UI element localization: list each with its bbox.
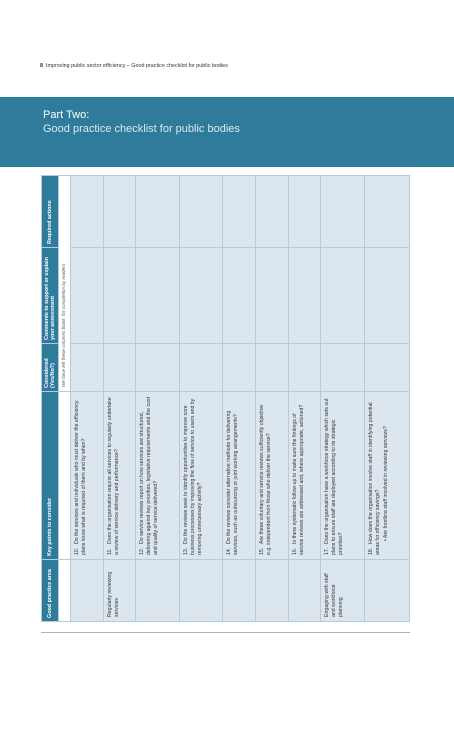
key-point-cell	[223, 392, 256, 560]
item-number: 16.	[291, 547, 298, 555]
actions-cell	[223, 176, 256, 248]
comments-cell	[136, 248, 180, 344]
area-cell	[364, 560, 409, 622]
table-row	[136, 176, 180, 622]
area-cell	[223, 560, 256, 622]
item-text: Do the services and individuals who must deliver the efficiency plans know what is required of them and by when?	[74, 400, 88, 555]
key-point-cell	[103, 392, 136, 560]
checklist-table	[41, 175, 410, 622]
item-text: How does the organisation involve staff in identifying potential areas for efficiency savings?	[367, 402, 381, 555]
key-point-cell	[364, 392, 409, 560]
item-text: Do service reviews report on how services are structured, delivering against key priorities, legislative requirements and the cost and quality of service delivered?	[139, 396, 160, 555]
area-cell	[255, 560, 288, 622]
item-text: Are these voluntary and service reviews sufficiently objective e.g. independent from those who deliver the service?	[258, 404, 272, 555]
actions-cell	[364, 176, 409, 248]
considered-cell	[223, 344, 256, 392]
table-row	[179, 176, 223, 622]
actions-cell	[288, 176, 321, 248]
comments-cell	[288, 248, 321, 344]
table-row	[288, 176, 321, 622]
key-point-cell	[321, 392, 365, 560]
area-cell	[179, 560, 223, 622]
bullet-text: Are frontline staff involved in reviewing services?	[382, 426, 389, 539]
header-comments: Comments to support or explain your assessment	[42, 248, 59, 344]
comments-cell	[103, 248, 136, 344]
bullet-item: • Are frontline staff involved in reviewing services?	[382, 426, 389, 541]
item-number: 12.	[139, 547, 146, 555]
item-text: Does the organisation require all services to regularly undertake a review of service delivery and performance?	[106, 397, 120, 555]
running-header-text: Improving public sector efficiency – Good practice checklist for public bodies	[46, 63, 228, 69]
table-row	[255, 176, 288, 622]
considered-cell	[321, 344, 365, 392]
table-row	[71, 176, 104, 622]
item-text: Do the reviews seek to identify opportunities to improve core business processes by improving the flow of service to users and by removing unnecessary activity?	[182, 398, 203, 555]
banner-title: Good practice checklist for public bodies	[43, 123, 240, 135]
header-row	[42, 176, 59, 622]
actions-cell	[321, 176, 365, 248]
item-number: 10.	[74, 547, 80, 555]
header-considered: Considered (Yes/No?)	[42, 344, 59, 392]
item-number: 15.	[258, 547, 265, 555]
comments-cell	[255, 248, 288, 344]
comments-cell	[71, 248, 104, 344]
area-cell	[288, 560, 321, 622]
actions-cell	[136, 176, 180, 248]
item-text: Do the reviews consider alternative methods for delivering services, such as outsourcing or joint working arrangements?	[226, 410, 240, 555]
guide-row	[59, 176, 71, 622]
considered-cell	[71, 344, 104, 392]
header-actions: Required actions	[42, 176, 59, 248]
considered-cell	[255, 344, 288, 392]
actions-cell	[103, 176, 136, 248]
guide-note: We have left these columns blank, for completion by readers	[59, 176, 71, 392]
item-text: Does the organisation have a workforce strategy which sets out plans to ensure staff are deployed according to its strategic priorities?	[324, 398, 345, 555]
key-point-cell	[288, 392, 321, 560]
item-number: 13.	[182, 547, 189, 555]
table-row	[321, 176, 365, 622]
actions-cell	[255, 176, 288, 248]
comments-cell	[364, 248, 409, 344]
comments-cell	[223, 248, 256, 344]
considered-cell	[288, 344, 321, 392]
item-number: 11.	[106, 548, 113, 555]
comments-cell	[179, 248, 223, 344]
item-number: 14.	[226, 547, 233, 555]
item-text: Is there systematic follow-up to make sure the findings of service reviews are addressed and, where appropriate, actioned?	[291, 404, 305, 555]
table-row	[223, 176, 256, 622]
area-cell	[71, 560, 104, 622]
area-cell: Regularly reviewing services	[103, 560, 136, 622]
bottom-rule	[41, 632, 410, 633]
table-row	[103, 176, 136, 622]
considered-cell	[103, 344, 136, 392]
header-area: Good practice area	[42, 560, 59, 622]
key-point-cell	[179, 392, 223, 560]
comments-cell	[321, 248, 365, 344]
key-point-cell	[255, 392, 288, 560]
considered-cell	[136, 344, 180, 392]
item-number: 17.	[324, 547, 331, 555]
page-number: 8	[40, 63, 43, 69]
table-row	[364, 176, 409, 622]
banner-part: Part Two:	[43, 109, 90, 121]
key-point-cell	[71, 392, 104, 560]
considered-cell	[179, 344, 223, 392]
item-number: 18.	[367, 547, 374, 555]
running-header	[40, 63, 228, 69]
considered-cell	[364, 344, 409, 392]
area-cell: Engaging with staff and workforce planning	[321, 560, 365, 622]
area-cell	[136, 560, 180, 622]
actions-cell	[71, 176, 104, 248]
key-point-cell	[136, 392, 180, 560]
section-banner	[0, 97, 454, 167]
checklist-table-container	[41, 176, 410, 622]
header-key-points: Key points to consider	[42, 392, 59, 560]
actions-cell	[179, 176, 223, 248]
